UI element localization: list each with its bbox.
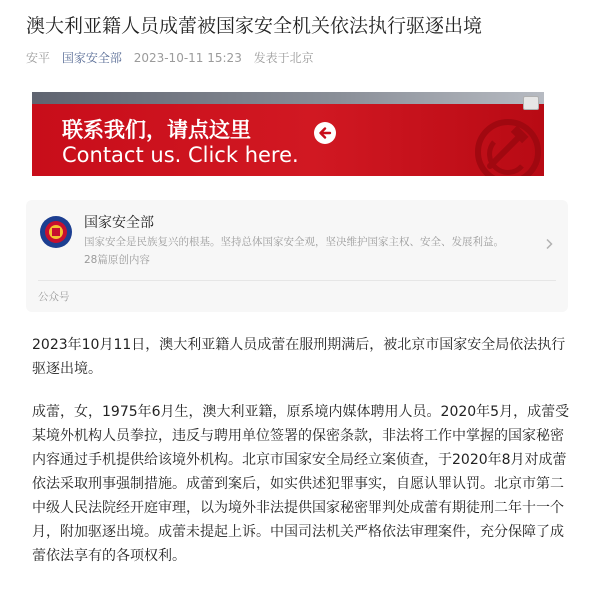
body-paragraph-2: 成蕾，女，1975年6月生，澳大利亚籍，原系境内媒体聘用人员。2020年5月，成蕾受某境外机构人员拳拉，违反与聘用单位签署的保密条款，非法将工作中掌握的国家秘密内容通过手机提供给该境外机构。北京市国家安全局经立案侦查，于2020年8月对成蕾依法采取刑事强制措施。成蕾到案后，如实供述犯罪事实，自愿认罪认罚。北京市第二中级人民法院经开庭审理，以为境外非法提供国家秘密罪判处成蕾有期徒刑二年十一个月，附加驱逐出境。成蕾未提起上诉。中国司法机关严格依法审理案件，充分保障了成蕾依法享有的各项权利。 xyxy=(32,404,570,564)
original-count: 28篇原创内容 xyxy=(84,254,150,266)
banner-top-strip xyxy=(32,92,544,104)
account-description: 国家安全是民族复兴的根基。坚持总体国家安全观，坚决维护国家主权、安全、发展利益。 xyxy=(84,236,504,248)
body-paragraph-1: 2023年10月11日，澳大利亚籍人员成蕾在服刑期满后，被北京市国家安全局依法执行驱逐出境。 xyxy=(32,337,566,377)
avatar xyxy=(40,216,72,248)
contact-banner[interactable] xyxy=(32,92,544,176)
author: 安平 xyxy=(26,51,51,65)
publish-location: 发表于北京 xyxy=(253,51,314,65)
publish-datetime: 2023-10-11 15:23 xyxy=(133,51,242,65)
hammer-sickle-emblem-icon xyxy=(468,112,544,176)
ad-mark-icon xyxy=(523,96,539,110)
account-type-label: 公众号 xyxy=(38,291,70,303)
banner-chinese-text: 联系我们，请点这里 xyxy=(62,118,251,142)
banner-english-text: Contact us. Click here. xyxy=(62,143,299,167)
card-divider xyxy=(38,280,556,281)
arrow-left-icon xyxy=(314,122,336,144)
article-title: 澳大利亚籍人员成蕾被国家安全机关依法执行驱逐出境 xyxy=(26,15,483,37)
chevron-right-icon xyxy=(542,236,556,250)
account-link[interactable]: 国家安全部 xyxy=(61,51,122,65)
article-meta xyxy=(26,48,322,68)
account-profile-card[interactable] xyxy=(26,200,568,312)
account-name: 国家安全部 xyxy=(84,215,154,231)
